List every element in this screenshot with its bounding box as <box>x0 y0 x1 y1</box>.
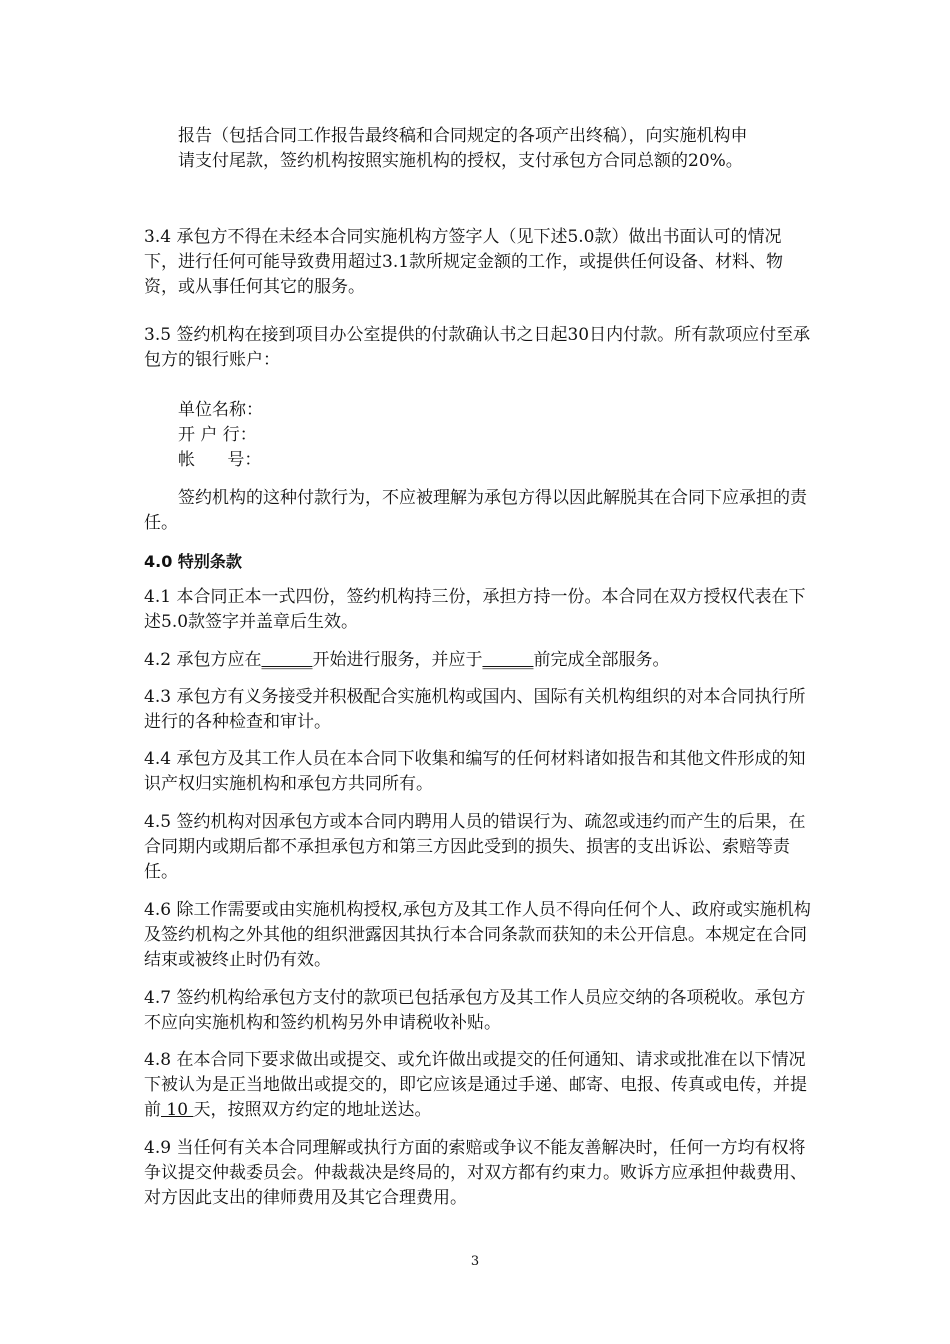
clause-3-4: 3.4 承包方不得在未经本合同实施机构方签字人（见下述5.0款）做出书面认可的情况下，进行任何可能导致费用超过3.1款所规定金额的工作，或提供任何设备、材料、物资，或从事任何其它的服务。 <box>144 227 784 297</box>
clause-4-8-text-b: 天，按照双方约定的地址送达。 <box>193 1100 432 1120</box>
end-date-blank: ______ <box>482 650 534 670</box>
clause-3-5: 3.5 签约机构在接到项目办公室提供的付款确认书之日起30日内付款。所有款项应付至承包方的银行账户： <box>144 325 811 370</box>
section-heading-4-0: 4.0 特别条款 <box>144 552 242 571</box>
clause-4-5: 4.5 签约机构对因承包方或本合同内聘用人员的错误行为、疏忽或违约而产生的后果，在合同期内或期后都不承担承包方和第三方因此受到的损失、损害的支出诉讼、索赔等责任。 <box>144 812 806 882</box>
clause-4-3: 4.3 承包方有义务接受并积极配合实施机构或国内、国际有关机构组织的对本合同执行所进行的各种检查和审计。 <box>144 687 806 732</box>
notice-days: 10 <box>161 1100 194 1120</box>
clause-4-8 <box>144 1048 812 1123</box>
field-unit-name: 单位名称： <box>178 400 263 420</box>
clause-4-2-text-b: 开始进行服务，并应于 <box>312 650 483 670</box>
paragraph-continued <box>178 124 812 174</box>
clause-4-1: 4.1 本合同正本一式四份，签约机构持三份，承担方持一份。本合同在双方授权代表在下述5.0款签字并盖章后生效。 <box>144 587 806 632</box>
field-bank: 开 户 行： <box>178 425 257 445</box>
clause-4-2-text-c: 前完成全部服务。 <box>533 650 670 670</box>
start-date-blank: ______ <box>261 650 313 670</box>
clause-4-8-text-a: 4.8 在本合同下要求做出或提交、或允许做出或提交的任何通知、请求或批准在以下情况下被认为是正当地做出或提交的，即它应该是通过手递、邮寄、电报、传真或电传，并提前 <box>144 1050 807 1120</box>
clause-4-2 <box>144 648 812 673</box>
page-number: 3 <box>470 1254 480 1269</box>
line-2: 请支付尾款，签约机构按照实施机构的授权，支付承包方合同总额的20%。 <box>178 151 743 171</box>
clause-4-9: 4.9 当任何有关本合同理解或执行方面的索赔或争议不能友善解决时，任何一方均有权将争议提交仲裁委员会。仲裁裁决是终局的，对双方都有约束力。败诉方应承担仲裁费用、对方因此支出的律师费用及其它合理费用。 <box>144 1138 807 1208</box>
payment-note: 签约机构的这种付款行为，不应被理解为承包方得以因此解脱其在合同下应承担的责任。 <box>144 488 807 533</box>
clause-4-2-text-a: 4.2 承包方应在 <box>144 650 262 670</box>
clause-4-7: 4.7 签约机构给承包方支付的款项已包括承包方及其工作人员应交纳的各项税收。承包方不应向实施机构和签约机构另外申请税收补贴。 <box>144 988 806 1033</box>
line-1: 报告（包括合同工作报告最终稿和合同规定的各项产出终稿），向实施机构申 <box>178 126 748 146</box>
clause-4-4: 4.4 承包方及其工作人员在本合同下收集和编写的任何材料诸如报告和其他文件形成的知识产权归实施机构和承包方共同所有。 <box>144 749 806 794</box>
field-account: 帐 号： <box>178 450 262 470</box>
clause-4-6: 4.6 除工作需要或由实施机构授权,承包方及其工作人员不得向任何个人、政府或实施机构及签约机构之外其他的组织泄露因其执行本合同条款而获知的未公开信息。本规定在合同结束或被终止时仍有效。 <box>144 900 811 970</box>
